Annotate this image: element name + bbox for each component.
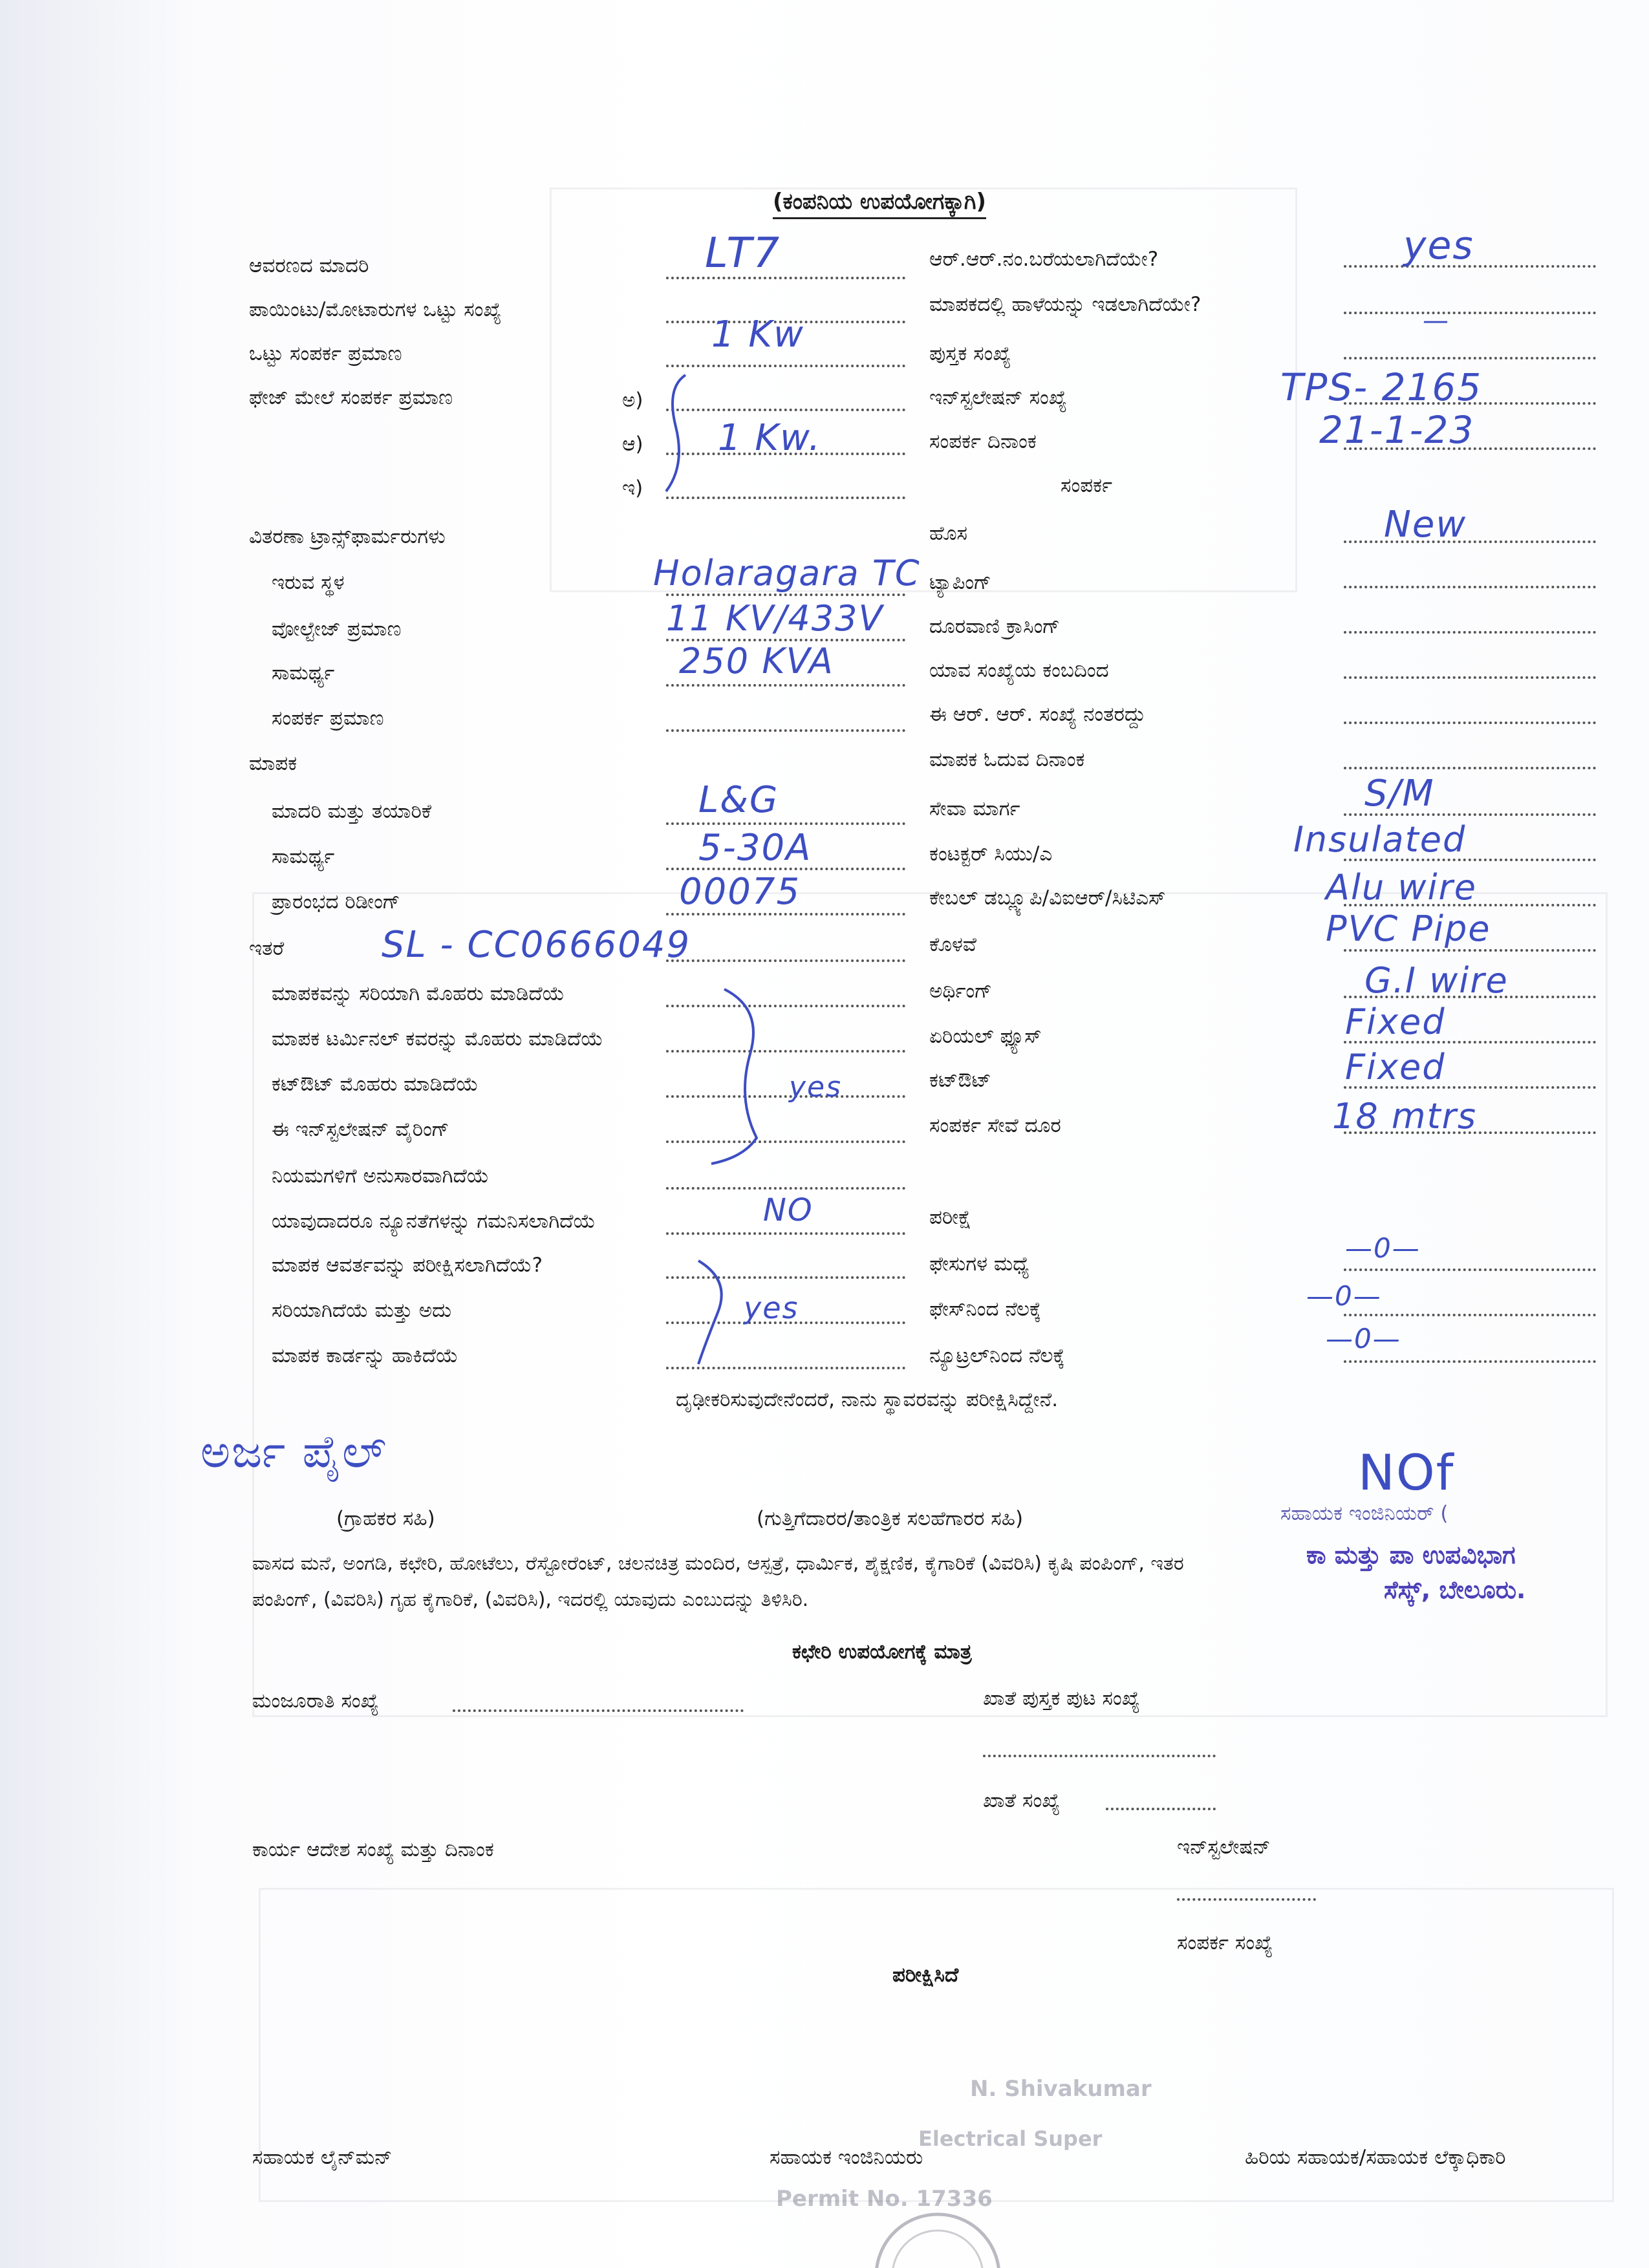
hw-voltage: 11 KV/433V <box>666 598 884 639</box>
label-cable: ಕೇಬಲ್ ಡಬ್ಲ್ಯೂಪಿ/ವಿಐಆರ್/ಸಿಟಿಎಸ್ <box>929 886 1166 910</box>
label-er-cancel: ಈ ಆರ್. ಆರ್. ಸಂಖ್ಯೆ ನಂತರದ್ದು <box>929 703 1146 726</box>
label-rr-written: ಆರ್.ಆರ್.ನಂ.ಬರೆಯಲಾಗಿದೆಯೇ? <box>929 248 1159 271</box>
category-text-2: ಪಂಪಿಂಗ್, (ವಿವರಿಸಿ) ಗೃಹ ಕೈಗಾರಿಕೆ, (ವಿವರಿಸಿ), ಇದರಲ್ಲಿ ಯಾವುದು ಎಂಬುದನ್ನು ತಿಳಿಸಿರಿ. <box>252 1589 809 1611</box>
contractor-sign-label: (ಗುತ್ತಿಗೆದಾರರ/ತಾಂತ್ರಿಕ ಸಲಹೆಗಾರರ ಸಹಿ) <box>757 1507 1024 1530</box>
label-reading-date: ಮಾಪಕ ಓದುವ ದಿನಾಂಕ <box>929 748 1085 771</box>
ae-signature: NOf <box>1358 1444 1455 1501</box>
hw-neutral-earth: —0— <box>1326 1323 1401 1354</box>
hw-defects: NO <box>763 1192 814 1228</box>
ae-stamp-line1: ಕಾ ಮತ್ತು ಪಾ ಉಪವಿಭಾಗ <box>1306 1541 1516 1569</box>
label-phase-earth: ಫೇಸ್‌ನಿಂದ ನೆಲಕ್ಕೆ <box>929 1298 1042 1321</box>
label-initial-reading: ಪ್ರಾರಂಭದ ರಿಡೀಂಗ್ <box>272 890 400 914</box>
label-as-per-rules: ನಿಯಮಗಳಿಗೆ ಅನುಸಾರವಾಗಿದೆಯೆ <box>272 1164 490 1188</box>
label-in-meter: ಮಾಪಕದಲ್ಲಿ ಹಾಳೆಯನ್ನು ಇಡಲಾಗಿದೆಯೇ? <box>929 293 1202 316</box>
hw-capacity: 250 KVA <box>679 641 834 681</box>
label-location: ಇರುವ ಸ್ಥಳ <box>272 571 345 594</box>
label-terminal-sealed: ಮಾಪಕ ಟರ್ಮಿನಲ್ ಕವರನ್ನು ಮೊಹರು ಮಾಡಿದೆಯೆ <box>272 1027 603 1051</box>
label-connected-load: ಸಂಪರ್ಕ ಪ್ರಮಾಣ <box>272 707 384 730</box>
hw-location: Holaragara TC <box>653 553 921 594</box>
label-make: ಮಾದರಿ ಮತ್ತು ತಯಾರಿಕೆ <box>272 800 432 823</box>
label-approval-no: ಮಂಜೂರಾತಿ ಸಂಖ್ಯೆ <box>252 1689 379 1713</box>
ae-stamp-line2: ಸೆಸ್ಕ್, ಬೇಲೂರು. <box>1384 1576 1526 1604</box>
hw-connection-date: 21-1-23 <box>1319 408 1475 452</box>
label-sealed: ಮಾಪಕವನ್ನು ಸರಿಯಾಗಿ ಮೊಹರು ಮಾಡಿದೆಯೆ <box>272 982 565 1005</box>
label-distribution-tf: ವಿತರಣಾ ಟ್ರಾನ್ಸ್‌ಫಾರ್ಮರುಗಳು <box>249 525 446 548</box>
label-between-phases: ಫೇಸುಗಳ ಮಧ್ಯೆ <box>929 1252 1029 1276</box>
label-service-distance: ಸಂಪರ್ಕ ಸೇವೆ ದೂರ <box>929 1114 1061 1137</box>
label-aerial-fuse: ಏರಿಯಲ್ ಫ್ಯೂಸ್ <box>929 1025 1042 1048</box>
label-phase-i: ಇ) <box>622 476 643 500</box>
label-account-no: ಖಾತೆ ಸಂಖ್ಯೆ <box>983 1789 1061 1812</box>
hw-installation-no: TPS- 2165 <box>1280 365 1483 409</box>
label-contactor: ಕಂಟಕ್ಟರ್ ಸಿಯು/ಎ <box>929 842 1053 866</box>
label-phone-crossing: ದೂರವಾಣಿ ಕ್ರಾಸಿಂಗ್ <box>929 615 1061 638</box>
label-cover-type: ಆವರಣದ ಮಾದರಿ <box>249 254 369 277</box>
stamp-sub: Electrical Super <box>918 2126 1103 2151</box>
label-rotation: ಮಾಪಕ ಆವರ್ತವನ್ನು ಪರೀಕ್ಷಿಸಲಾಗಿದೆಯೆ? <box>272 1254 543 1277</box>
consumer-signature: ಅರ್ಜ ಪೈಲ್ <box>200 1425 388 1478</box>
label-meter: ಮಾಪಕ <box>249 752 297 775</box>
label-phase-a: ಅ) <box>622 389 643 412</box>
label-connection-date: ಸಂಪರ್ಕ ದಿನಾಂಕ <box>929 430 1037 453</box>
label-installation: ಇನ್‌ಸ್ಟಲೇಷನ್ <box>1177 1835 1271 1859</box>
hw-sealed-yes: yes <box>789 1071 843 1104</box>
stamp-permit: Permit No. 17336 <box>776 2186 993 2212</box>
footer-lineman: ಸಹಾಯಕ ಲೈನ್‌ಮನ್ <box>252 2146 393 2169</box>
consumer-sign-label: (ಗ್ರಾಹಕರ ಸಹಿ) <box>336 1507 435 1530</box>
footer-junior-engineer: ಸಹಾಯಕ ಇಂಜಿನಿಯರು <box>770 2146 923 2169</box>
label-cutout-sealed: ಕಟ್‌ಔಟ್ ಮೊಹರು ಮಾಡಿದೆಯೆ <box>272 1073 479 1096</box>
footer-senior-accountant: ಹಿರಿಯ ಸಹಾಯಕ/ಸಹಾಯಕ ಲೆಕ್ಕಾಧಿಕಾರಿ <box>1245 2146 1506 2169</box>
label-points-total: ಪಾಯಿಂಟು/ಮೋಟಾರುಗಳ ಒಟ್ಟು ಸಂಖ್ಯೆ <box>249 298 502 321</box>
field-account-no[interactable] <box>1106 1808 1216 1810</box>
hw-total-load: 1 Kw <box>711 314 804 356</box>
label-phase-load: ಫೇಜ್ ಮೇಲೆ ಸಂಪರ್ಕ ಪ್ರಮಾಣ <box>249 386 453 409</box>
category-text-1: ವಾಸದ ಮನೆ, ಅಂಗಡಿ, ಕಛೇರಿ, ಹೋಟೆಲು, ರೆಸ್ಟೋರೆಂಟ್, ಚಲನಚಿತ್ರ ಮಂದಿರ, ಆಸ್ಪತ್ರೆ, ಧಾರ್ಮಿಕ, ಶೈಕ್ಷಣಿಕ, ಕೈಗಾರಿಕೆ (ವಿವರಿಸಿ) ಕೃಷಿ ಪಂಪಿಂಗ್, ಇತರ <box>252 1552 1184 1575</box>
hw-rotation-yes: yes <box>744 1290 799 1325</box>
declaration-text: ದೃಢೀಕರಿಸುವುದೇನೆಂದರೆ, ನಾನು ಸ್ಥಾವರವನ್ನು ಪರೀಕ್ಷಿಸಿದ್ದೇನೆ. <box>676 1388 1059 1411</box>
hw-phase-load: 1 Kw. <box>718 417 822 459</box>
label-new: ಹೊಸ <box>929 522 967 545</box>
hw-service-route: S/M <box>1364 773 1435 815</box>
label-capacity: ಸಾಮರ್ಥ್ಯ <box>272 661 335 685</box>
label-service-route: ಸೇವಾ ಮಾರ್ಗ <box>929 797 1020 820</box>
hw-contactor: Insulated <box>1293 819 1467 860</box>
brace-phase-icon <box>666 375 685 491</box>
field-approval-no[interactable] <box>453 1709 744 1712</box>
hw-other: SL - CC0666049 <box>382 924 691 966</box>
hw-aerial-fuse: Fixed <box>1345 1001 1446 1042</box>
hw-earthing: G.I wire <box>1364 960 1509 1001</box>
stamp-name: N. Shivakumar <box>970 2076 1152 2102</box>
label-phase-aa: ಆ) <box>622 433 643 456</box>
label-correct: ಸರಿಯಾಗಿದೆಯೆ ಮತ್ತು ಅದು <box>272 1299 452 1322</box>
hw-cover-type: LT7 <box>705 230 781 277</box>
hw-new: New <box>1384 504 1467 546</box>
hw-between-phases: —0— <box>1345 1232 1421 1264</box>
page-title: (ಕಂಪನಿಯ ಉಪಯೋಗಕ್ಕಾಗಿ) <box>773 189 986 219</box>
field-installation[interactable] <box>1177 1898 1316 1901</box>
label-test: ಪರೀಕ್ಷೆ <box>929 1206 972 1229</box>
hw-rr-written: yes <box>1403 223 1474 268</box>
label-earthing: ಅರ್ಥಿಂಗ್ <box>929 979 993 1003</box>
label-tapping: ಟ್ಯಾಪಿಂಗ್ <box>929 571 991 594</box>
label-work-order: ಕಾರ್ಯ ಆದೇಶ ಸಂಖ್ಯೆ ಮತ್ತು ದಿನಾಂಕ <box>252 1838 494 1861</box>
hw-distance: 18 mtrs <box>1332 1096 1477 1137</box>
label-defects: ಯಾವುದಾದರೂ ನ್ಯೂನತೆಗಳನ್ನು ಗಮನಿಸಲಾಗಿದೆಯೆ <box>272 1210 596 1233</box>
label-book-no: ಪುಸ್ತಕ ಸಂಖ್ಯೆ <box>929 342 1011 365</box>
office-use-heading: ಕಛೇರಿ ಉಪಯೋಗಕ್ಕೆ ಮಾತ್ರ <box>792 1640 972 1664</box>
brace-rotation-icon <box>698 1261 722 1364</box>
hw-initial-reading: 00075 <box>679 871 801 913</box>
label-wiring: ಈ ಇನ್‌ಸ್ಟಲೇಷನ್ ವೈರಿಂಗ್ <box>272 1118 449 1141</box>
hw-meter-capacity: 5-30A <box>698 827 812 869</box>
label-pole-no: ಯಾವ ಸಂಖ್ಯೆಯ ಕಂಬದಿಂದ <box>929 659 1109 682</box>
label-pipe: ಕೊಳವೆ <box>929 933 976 956</box>
label-connection: ಸಂಪರ್ಕ <box>1061 474 1113 497</box>
label-total-load: ಒಟ್ಟು ಸಂಪರ್ಕ ಪ್ರಮಾಣ <box>249 342 402 365</box>
label-ledger-page: ಖಾತೆ ಪುಸ್ತಕ ಪುಟ ಸಂಖ್ಯೆ <box>983 1687 1140 1710</box>
label-installation-no: ಇನ್‌ಸ್ಟಲೇಷನ್ ಸಂಖ್ಯೆ <box>929 386 1067 409</box>
label-neutral-earth: ನ್ಯೂಟ್ರಲ್‌ನಿಂದ ನೆಲಕ್ಕೆ <box>929 1344 1065 1367</box>
hw-in-meter: — <box>1423 306 1450 336</box>
label-voltage: ವೋಲ್ಟೇಜ್ ಪ್ರಮಾಣ <box>272 617 402 641</box>
label-connection-no: ಸಂಪರ್ಕ ಸಂಖ್ಯೆ <box>1177 1931 1273 1954</box>
label-cutout: ಕಟ್‌ಔಟ್ <box>929 1069 991 1092</box>
hw-make: L&G <box>698 779 779 821</box>
field-ledger-page[interactable] <box>983 1755 1216 1757</box>
ae-sign-label: ಸಹಾಯಕ ಇಂಜಿನಿಯರ್ ( <box>1280 1502 1449 1525</box>
brace-seal-icon <box>711 989 757 1164</box>
hw-cable: Alu wire <box>1326 867 1477 908</box>
hw-pipe: PVC Pipe <box>1326 908 1491 949</box>
label-other: ಇತರೆ <box>249 937 285 960</box>
label-meter-card: ಮಾಪಕ ಕಾರ್ಡನ್ನು ಹಾಕಿದೆಯೆ <box>272 1344 458 1367</box>
hw-cutout: Fixed <box>1345 1047 1446 1087</box>
label-meter-capacity: ಸಾಮರ್ಥ್ಯ <box>272 845 335 868</box>
seal-icon <box>867 2205 1009 2268</box>
hw-phase-earth: —0— <box>1306 1280 1382 1312</box>
label-checked: ಪರೀಕ್ಷಿಸಿದೆ <box>892 1963 959 1987</box>
